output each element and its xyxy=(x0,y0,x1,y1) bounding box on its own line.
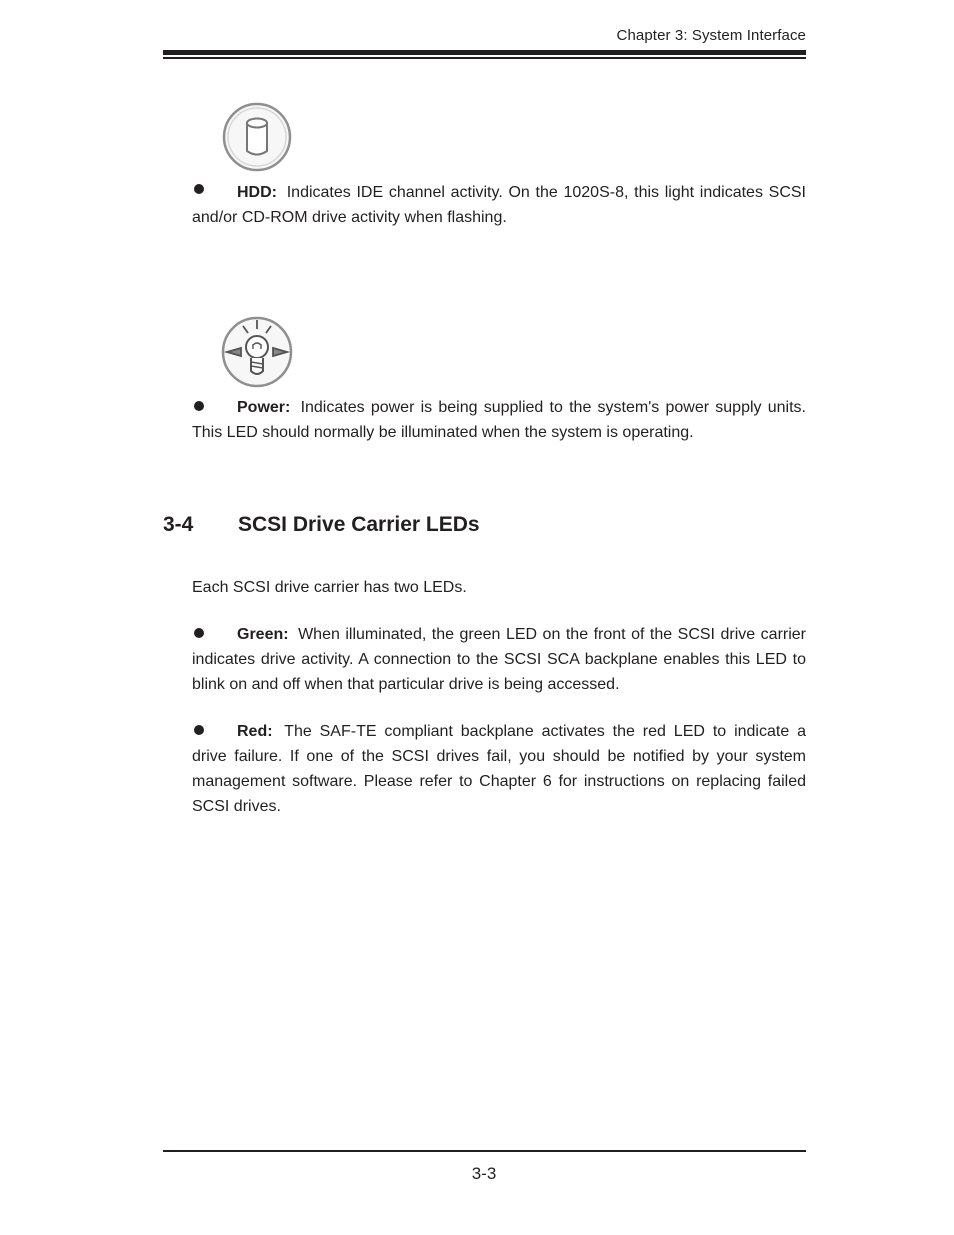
running-header: Chapter 3: System Interface xyxy=(616,27,806,44)
section-heading xyxy=(163,513,480,537)
carrier-led-red-description xyxy=(192,719,806,819)
carrier-led-green-description xyxy=(192,622,806,697)
hdd-icon xyxy=(222,102,292,172)
section-number: 3-4 xyxy=(163,513,194,536)
carrier-led-green-text: When illuminated, the green LED on the front of the SCSI drive carrier indicates drive activity. A connection to the SCSI SCA backplane enables this LED to blink on and off when that particular drive is being accessed. xyxy=(192,626,806,693)
page-number: 3-3 xyxy=(471,1164,497,1183)
led-power-description xyxy=(192,395,806,445)
led-hdd-text: Indicates IDE channel activity. On the 1020S-8, this light indicates SCSI and/or CD-ROM drive activity when flashing. xyxy=(192,184,806,226)
led-power-text: Indicates power is being supplied to the system's power supply units. This LED should normally be illuminated when the system is operating. xyxy=(192,399,806,441)
carrier-led-red-text: The SAF-TE compliant backplane activates the red LED to indicate a drive failure. If one of the SCSI drives fail, you should be notified by your system management software. Please refer to Chapter 6 for instructions on replacing failed SCSI drives. xyxy=(192,723,807,815)
carrier-led-red-term: Red: xyxy=(237,723,273,740)
section-intro: Each SCSI drive carrier has two LEDs. xyxy=(192,579,467,596)
carrier-led-green-term: Green: xyxy=(237,626,289,643)
header-rule-thick xyxy=(163,50,806,55)
footer-rule xyxy=(163,1150,806,1152)
led-hdd-description xyxy=(192,180,806,230)
header-rule-thin xyxy=(163,57,806,59)
led-hdd-term: HDD: xyxy=(237,184,277,201)
section-title: SCSI Drive Carrier LEDs xyxy=(238,513,480,536)
power-lightbulb-icon xyxy=(221,315,291,385)
led-power-term: Power: xyxy=(237,399,291,416)
